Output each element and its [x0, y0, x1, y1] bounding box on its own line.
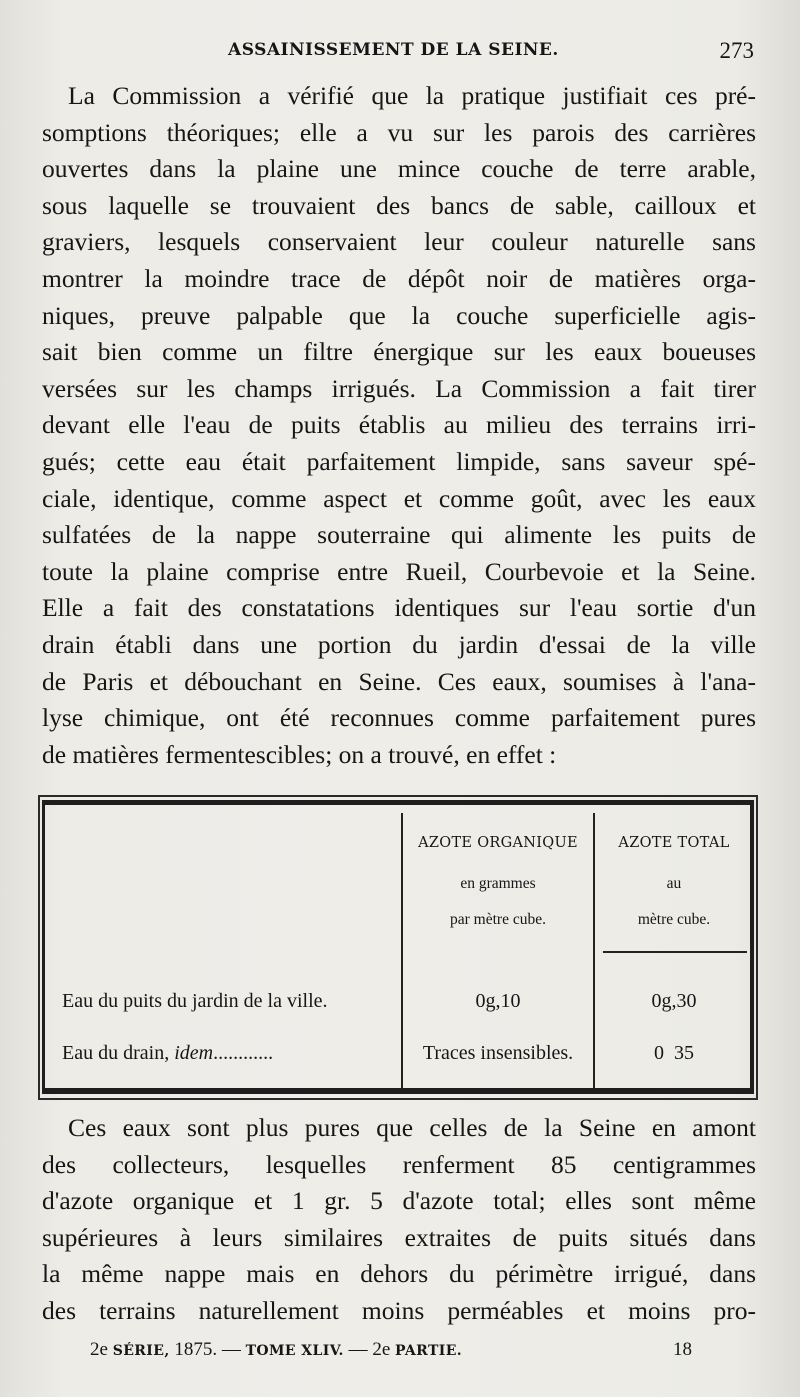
cell-organic-drain: Traces insensibles.: [422, 1042, 574, 1064]
text-line: drain établi dans une portion du jardin d'essai de la ville: [42, 629, 756, 659]
text-line: devant elle l'eau de puits établis au milieu des terrains irri-: [42, 410, 756, 440]
text-line: graviers, lesquels conservaient leur couleur naturelle sans: [42, 227, 756, 257]
text-line: toute la plaine comprise entre Rueil, Courbevoie et la Seine.: [42, 556, 756, 586]
series-number: 2e: [90, 1339, 108, 1360]
text-line: versées sur les champs irrigués. La Commission a fait tirer: [42, 373, 756, 403]
part-number: 2e: [372, 1339, 391, 1360]
year: 1875.: [174, 1339, 218, 1360]
text-line: gués; cette eau était parfaitement limpide, sans saveur spé-: [42, 446, 756, 476]
text-line: sulfatées de la nappe souterraine qui alimente les puits de: [42, 520, 756, 550]
running-title: ASSAINISSEMENT DE LA SEINE.: [228, 40, 559, 60]
header-organic-unit: en grammes: [460, 875, 536, 892]
text-line: de Paris et débouchant en Seine. Ces eaux, soumises à l'ana-: [42, 666, 756, 696]
nitrogen-analysis-table: [42, 800, 754, 1094]
header-organic-unit-per: par mètre cube.: [450, 911, 546, 928]
row-label-drain-main: Eau du drain,: [62, 1042, 170, 1064]
text-line: supérieures à leurs similaires extraites de puits situés dans: [42, 1222, 756, 1252]
paragraph-comparison-seine: [42, 1110, 756, 1330]
series-word: SÉRIE,: [112, 1343, 170, 1359]
cell-organic-garden-well: 0g,10: [475, 990, 521, 1012]
text-line: ciale, identique, comme aspect et comme goût, avec les eaux: [42, 483, 756, 513]
text-line: lyse chimique, ont été reconnues comme parfaitement pures: [42, 703, 756, 733]
header-rule: [603, 951, 747, 953]
row-label-drain-dots: ............: [213, 1042, 274, 1064]
text-line: sait bien comme un filtre énergique sur les eaux boueuses: [42, 337, 756, 367]
part-word: PARTIE.: [395, 1343, 463, 1359]
page-number: 273: [719, 38, 754, 63]
text-line: des collecteurs, lesquelles renferment 85 centigrammes: [42, 1149, 756, 1179]
separator-dash: —: [348, 1339, 368, 1360]
separator-dash: —: [221, 1339, 241, 1360]
paragraph-commission-verification: [42, 78, 756, 773]
page-header: [0, 38, 800, 72]
text-line: La Commission a vérifié que la pratique justifiait ces pré-: [68, 81, 756, 110]
text-line: montrer la moindre trace de dépôt noir de matières orga-: [42, 263, 756, 293]
text-line: somptions théoriques; elle a vu sur les parois des carrières: [42, 117, 756, 147]
page-footer: [0, 1339, 800, 1369]
row-label-drain-idem: idem: [174, 1042, 214, 1064]
row-label-drain: [62, 1042, 273, 1065]
cell-total-drain: 0 35: [654, 1042, 694, 1064]
text-line: niques, preuve palpable que la couche superficielle agis-: [42, 300, 756, 330]
printer-signature-line: [90, 1339, 462, 1361]
cell-total-garden-well: 0g,30: [651, 990, 697, 1012]
text-line: de matières fermentescibles; on a trouvé, en effet :: [42, 739, 557, 769]
header-organic-nitrogen: AZOTE ORGANIQUE: [418, 835, 578, 851]
header-total-unit: au: [666, 875, 682, 892]
text-line: Ces eaux sont plus pures que celles de la Seine en amont: [68, 1113, 756, 1142]
text-line: des terrains naturellement moins perméables et moins pro-: [42, 1295, 756, 1325]
text-line: sous laquelle se trouvaient des bancs de sable, cailloux et: [42, 190, 756, 220]
text-line: ouvertes dans la plaine une mince couche de terre arable,: [42, 154, 756, 184]
header-total-unit-per: mètre cube.: [637, 911, 711, 928]
row-label-garden-well: Eau du puits du jardin de la ville.: [62, 990, 328, 1012]
signature-number: 18: [673, 1339, 692, 1360]
text-line: la même nappe mais en dehors du périmètre irrigué, dans: [42, 1259, 756, 1289]
tome: TOME XLIV.: [245, 1343, 344, 1359]
text-line: Elle a fait des constatations identiques sur l'eau sortie d'un: [42, 593, 756, 623]
header-total-nitrogen: AZOTE TOTAL: [618, 835, 730, 851]
text-line: d'azote organique et 1 gr. 5 d'azote total; elles sont même: [42, 1186, 756, 1216]
